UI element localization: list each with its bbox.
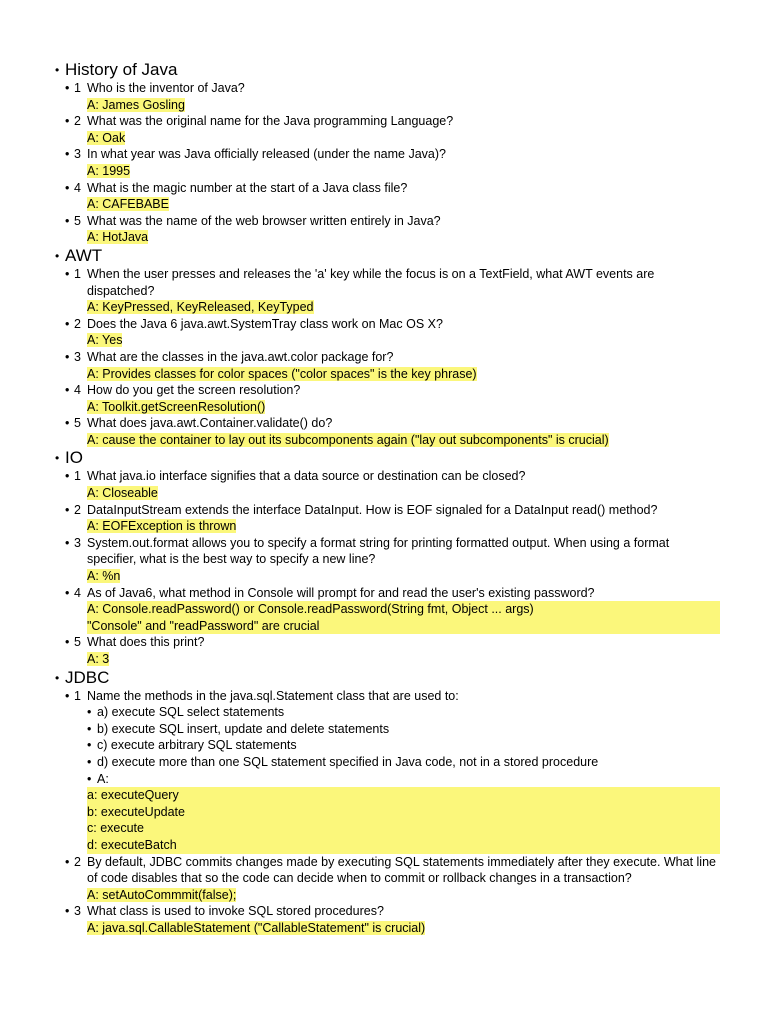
answer-text: A: 1995: [87, 163, 131, 178]
bullet-icon: •: [65, 147, 70, 162]
answer-text: A: setAutoCommmit(false);: [87, 887, 237, 902]
question-number: 1: [74, 688, 81, 703]
bullet-icon: •: [87, 754, 92, 769]
question-number: 2: [74, 316, 81, 331]
bullet-icon: •: [65, 114, 70, 129]
question-number: 2: [74, 114, 81, 129]
answer-text: A: EOFException is thrown: [87, 519, 237, 534]
sub-item: • b) execute SQL insert, update and delete statements: [87, 721, 390, 736]
question-text: Name the methods in the java.sql.Statement class that are used to:: [87, 688, 459, 703]
bullet-icon: •: [65, 635, 70, 650]
question-item: [65, 180, 720, 213]
question-item: [65, 585, 720, 635]
question-number: 1: [74, 469, 81, 484]
answer-text: d: executeBatch: [87, 837, 720, 854]
sub-item: • a) execute SQL select statements: [87, 705, 285, 720]
question-text: What does this print?: [87, 635, 205, 650]
answer-text: A: James Gosling: [87, 97, 185, 112]
answer-text: A: KeyPressed, KeyReleased, KeyTyped: [87, 300, 314, 315]
bullet-icon: •: [65, 316, 70, 331]
question-item: [65, 316, 720, 349]
bullet-icon: •: [55, 670, 60, 685]
question-item: [65, 502, 720, 535]
question-number: 5: [74, 635, 81, 650]
answer-text: A: Yes: [87, 333, 123, 348]
answer-text: A: %n: [87, 569, 121, 584]
question-text: What was the original name for the Java programming Language?: [87, 114, 454, 129]
question-text: What java.io interface signifies that a data source or destination can be closed?: [87, 469, 526, 484]
answer-text: A: HotJava: [87, 230, 149, 245]
question-item: [65, 113, 720, 146]
sub-item: • d) execute more than one SQL statement specified in Java code, not in a stored procedure: [87, 754, 599, 769]
question-text: When the user presses and releases the 'a' key while the focus is on a TextField, what AWT events are dispatched?: [87, 266, 655, 298]
question-number: 3: [74, 904, 81, 919]
answer-text: c: execute: [87, 820, 720, 837]
question-number: 3: [74, 349, 81, 364]
question-text: What are the classes in the java.awt.color package for?: [87, 349, 394, 364]
question-text: By default, JDBC commits changes made by executing SQL statements immediately after they execute. What line of code disables that so the code can decide when to commit or rollback changes in a transaction?: [87, 854, 716, 886]
question-text: System.out.format allows you to specify a format string for printing formatted output. When using a format specifier, what is the best way to specify a new line?: [87, 535, 670, 567]
question-number: 5: [74, 213, 81, 228]
bullet-icon: •: [65, 349, 70, 364]
answer-text: A: cause the container to lay out its subcomponents again ("lay out subcomponents" is crucial): [87, 432, 609, 447]
question-number: 1: [74, 81, 81, 95]
question-number: 2: [74, 854, 81, 869]
bullet-icon: •: [65, 688, 70, 703]
question-number: 3: [74, 147, 81, 162]
question-item: [65, 634, 720, 667]
question-text: Who is the inventor of Java?: [87, 81, 245, 95]
bullet-icon: •: [65, 585, 70, 600]
question-item: [65, 468, 720, 501]
bullet-icon: •: [65, 502, 70, 517]
answer-text: "Console" and "readPassword" are crucial: [87, 618, 720, 635]
question-text: What is the magic number at the start of a Java class file?: [87, 180, 408, 195]
question-text: How do you get the screen resolution?: [87, 383, 301, 398]
question-number: 1: [74, 266, 81, 281]
answer-text: A: Provides classes for color spaces ("color spaces" is the key phrase): [87, 366, 477, 381]
question-number: 5: [74, 416, 81, 431]
section-title: • History of Java: [55, 60, 178, 79]
question-text: What does java.awt.Container.validate() do?: [87, 416, 333, 431]
question-number: 2: [74, 502, 81, 517]
section-title: • IO: [55, 448, 83, 468]
bullet-icon: •: [65, 383, 70, 398]
answer-text: A: Closeable: [87, 486, 158, 501]
bullet-icon: •: [65, 854, 70, 869]
quiz-document: [55, 60, 720, 937]
answer-text: b: executeUpdate: [87, 804, 720, 821]
question-text: DataInputStream extends the interface DataInput. How is EOF signaled for a DataInput read() method?: [87, 502, 658, 517]
question-item: [65, 854, 720, 904]
question-text: As of Java6, what method in Console will prompt for and read the user's existing password?: [87, 585, 595, 600]
question-item: [65, 266, 720, 316]
sub-item: • A:: [87, 771, 109, 786]
bullet-icon: •: [87, 705, 92, 720]
question-number: 4: [74, 585, 81, 600]
bullet-icon: •: [65, 81, 70, 95]
answer-text: A: 3: [87, 652, 110, 666]
answer-text: A: CAFEBABE: [87, 197, 169, 212]
bullet-icon: •: [55, 248, 60, 263]
question-text: What was the name of the web browser written entirely in Java?: [87, 213, 441, 228]
question-item: [65, 535, 720, 585]
question-item: [65, 80, 720, 113]
bullet-icon: •: [65, 213, 70, 228]
bullet-icon: •: [87, 738, 92, 753]
question-item: [65, 146, 720, 179]
section-title: • AWT: [55, 245, 103, 265]
bullet-icon: •: [65, 416, 70, 431]
bullet-icon: •: [87, 721, 92, 736]
question-number: 4: [74, 383, 81, 398]
question-text: What class is used to invoke SQL stored procedures?: [87, 904, 384, 919]
answer-text: A: Oak: [87, 130, 126, 145]
bullet-icon: •: [65, 180, 70, 195]
question-item: [65, 415, 720, 448]
bullet-icon: •: [65, 904, 70, 919]
question-number: 4: [74, 180, 81, 195]
question-item: [65, 382, 720, 415]
answer-text: a: executeQuery: [87, 787, 720, 804]
question-item: [65, 349, 720, 382]
bullet-icon: •: [65, 266, 70, 281]
bullet-icon: •: [65, 535, 70, 550]
bullet-icon: •: [65, 469, 70, 484]
answer-text: A: Toolkit.getScreenResolution(): [87, 399, 266, 414]
bullet-icon: •: [55, 451, 60, 466]
question-item: [65, 213, 720, 246]
sub-item: • c) execute arbitrary SQL statements: [87, 738, 297, 753]
question-text: Does the Java 6 java.awt.SystemTray class work on Mac OS X?: [87, 316, 443, 331]
question-item: [65, 688, 720, 854]
question-text: In what year was Java officially released (under the name Java)?: [87, 147, 446, 162]
section-title: • JDBC: [55, 667, 110, 687]
answer-text: A: java.sql.CallableStatement ("CallableStatement" is crucial): [87, 920, 426, 935]
answer-text: A: Console.readPassword() or Console.readPassword(String fmt, Object ... args): [87, 601, 720, 618]
bullet-icon: •: [55, 63, 60, 77]
bullet-icon: •: [87, 771, 92, 786]
question-item: [65, 903, 720, 936]
question-number: 3: [74, 535, 81, 550]
